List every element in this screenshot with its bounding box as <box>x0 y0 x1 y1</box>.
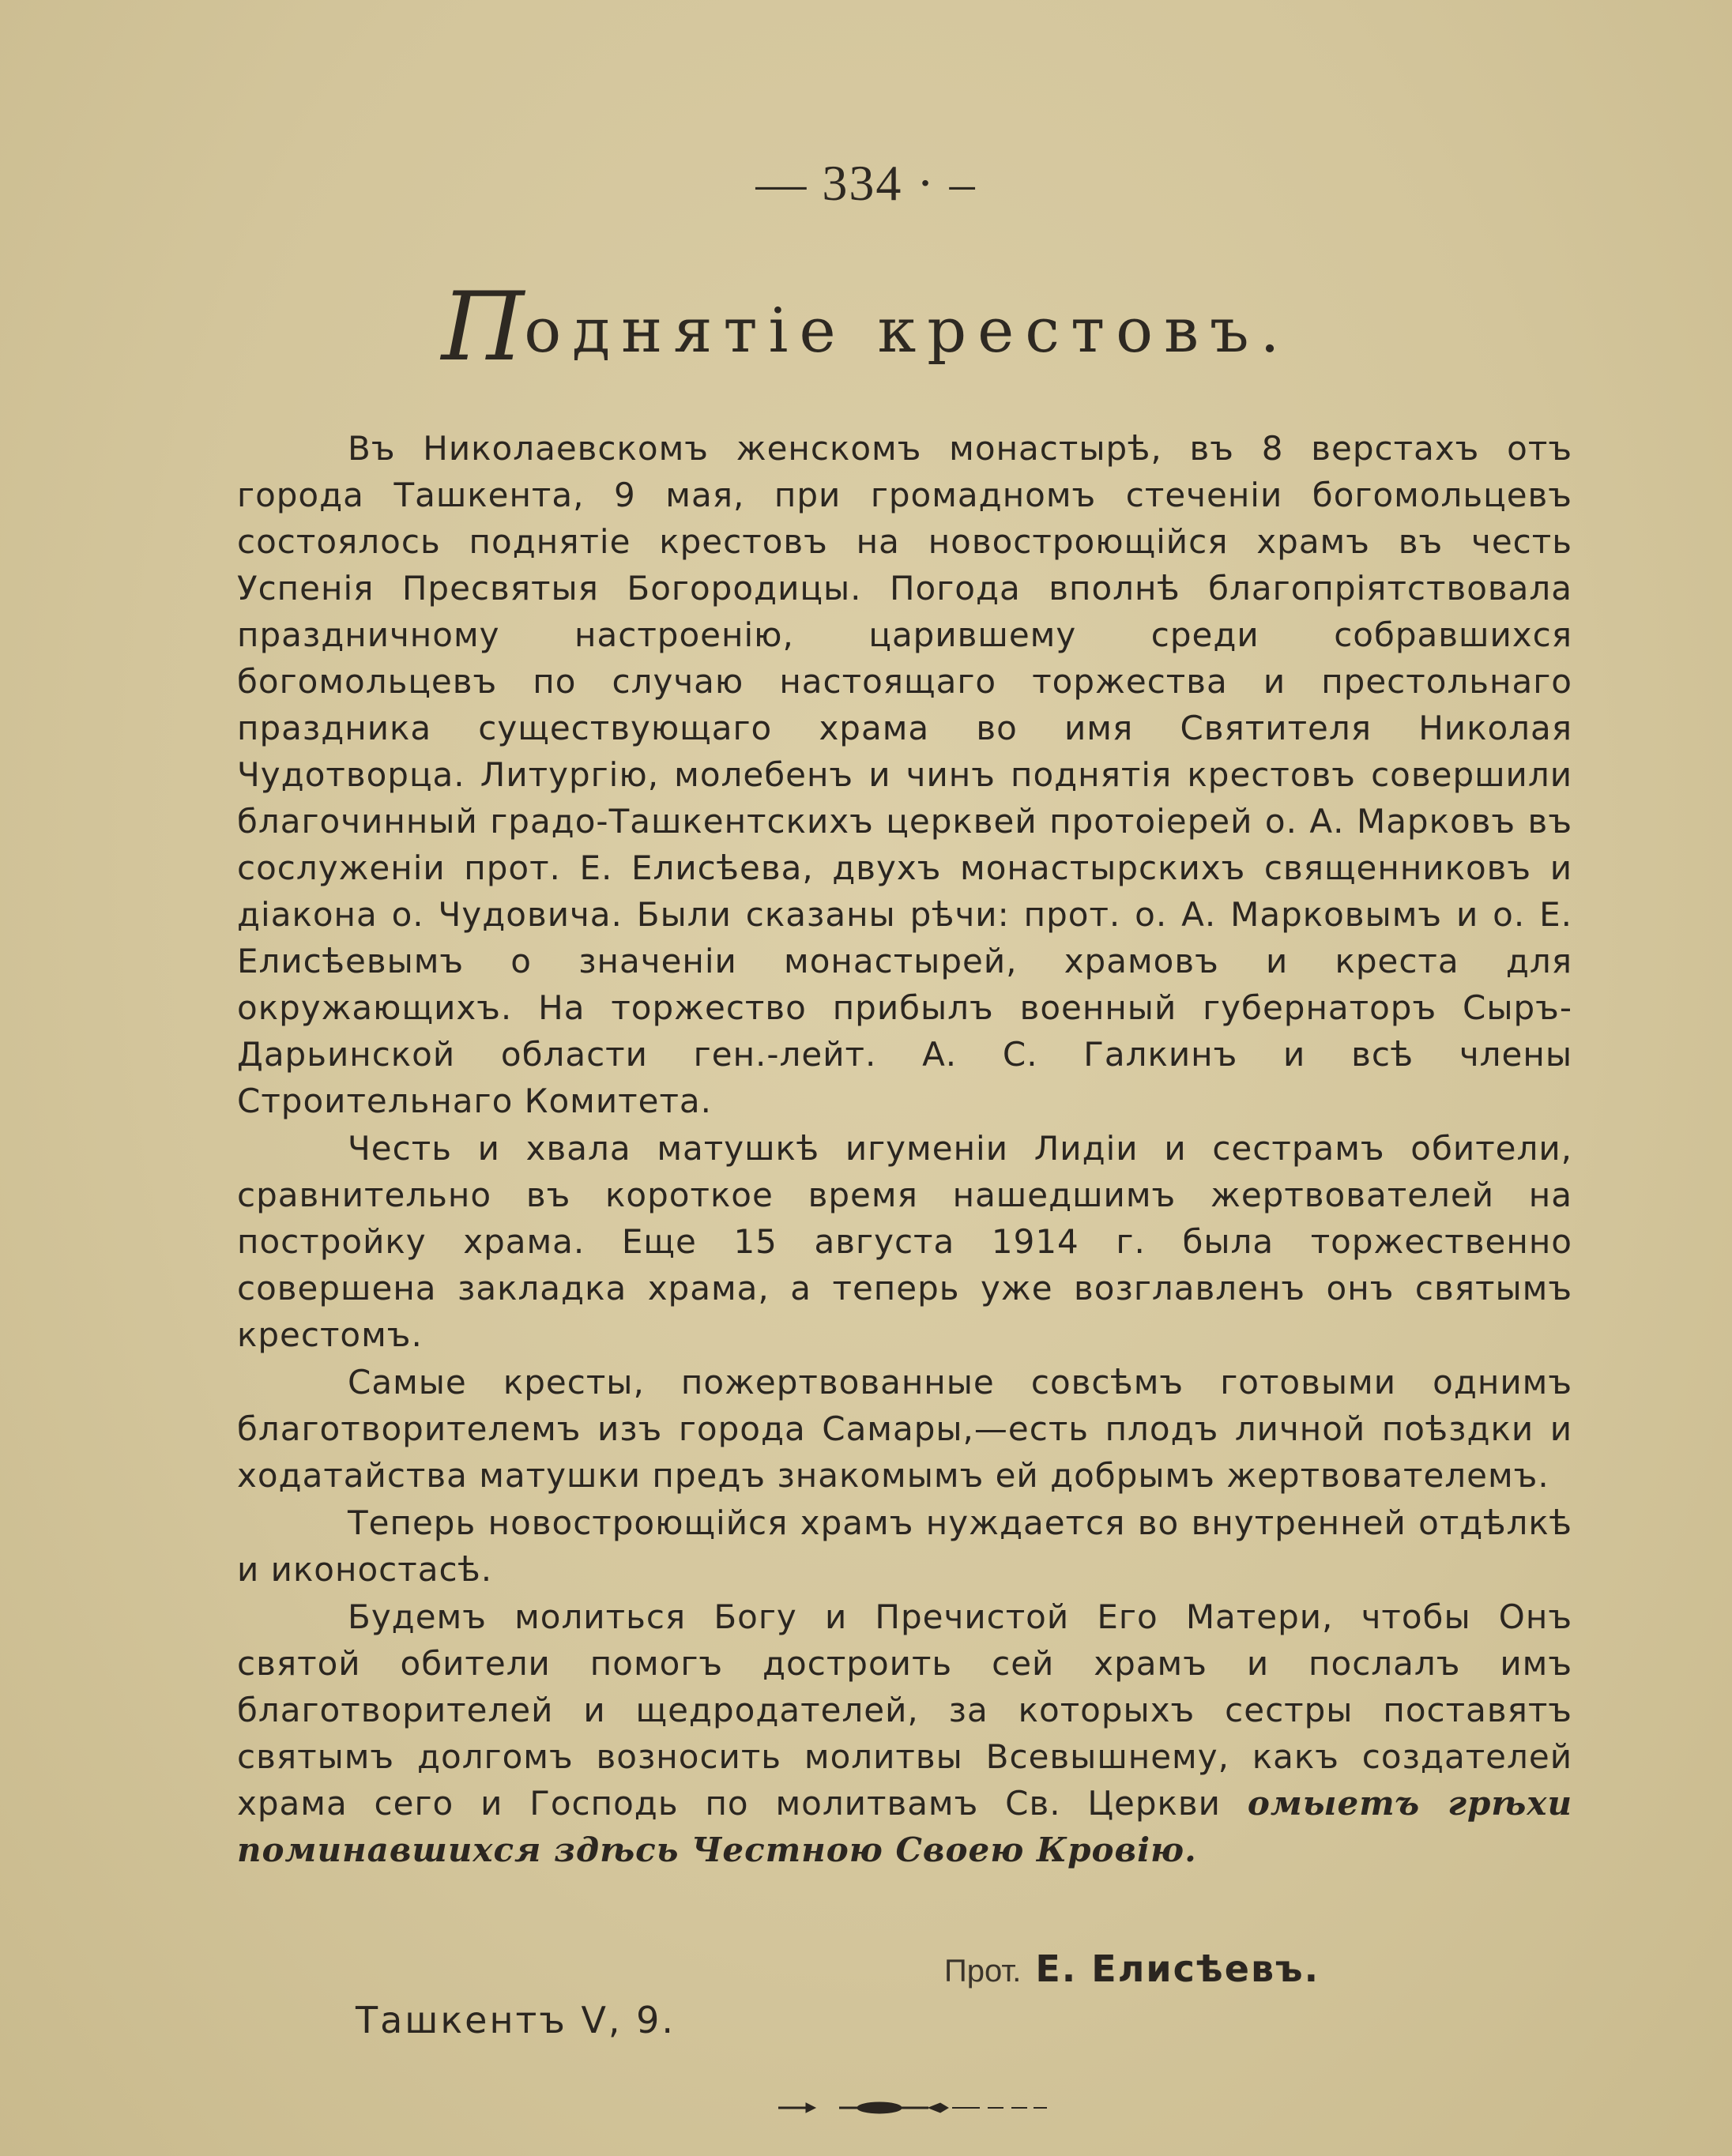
paragraph-1: Въ Николаевскомъ женскомъ монастырѣ, въ 8 верстахъ отъ города Ташкента, 9 мая, при громадномъ стеченіи богомольцевъ состоялось поднятіе крестовъ на новостроющійся храмъ въ честь Успенія Пресвятыя Богородицы. Погода вполнѣ благопріятствовала праздничному настроенію, царившему среди собравшихся богомольцевъ по случаю настоящаго торжества и престольнаго праздника существующаго храма во имя Святителя Николая Чудотворца. Литургію, молебенъ и чинъ поднятія крестовъ совершили благочинный градо-Ташкентскихъ церквей протоіерей о. А. Марковъ въ сослуженіи прот. Е. Елисѣева, двухъ монастырскихъ священниковъ и діакона о. Чудовича. Были сказаны рѣчи: прот. о. А. Марковымъ и о. Е. Елисѣевымъ о значеніи монастырей, храмовъ и креста для окружающихъ. На торжество прибылъ военный губернаторъ Сыръ-Дарьинской области ген.-лейт. А. С. Галкинъ и всѣ члены Строительнаго Комитета. <box>237 429 1572 1120</box>
signature <box>944 1947 1320 1990</box>
signature-prefix: Прот. <box>944 1954 1022 1989</box>
paragraph-4: Теперь новостроющійся храмъ нуждается во внутренней отдѣлкѣ и иконостасѣ. <box>237 1503 1572 1589</box>
place-date: Ташкентъ V, 9. <box>356 1999 676 2041</box>
signature-name: Е. Елисѣевъ. <box>1035 1947 1320 1990</box>
ornament-divider-icon <box>0 2096 1732 2120</box>
page-number: — 334 · – <box>755 155 977 211</box>
paragraph-5-text: Будемъ молиться Богу и Пречистой Его Матери, чтобы Онъ святой обители помогъ достроить сей храмъ и послалъ имъ благотворителей и щедродателей, за которыхъ сестры поставятъ святымъ долгомъ возносить молитвы Всевышнему, какъ создателей храма сего и Господь по молитвамъ Св. Церкви <box>237 1597 1572 1823</box>
paragraph-5-italic: омыетъ грѣхи поминавшихся здѣсь Честною Своею Кровію. <box>237 1784 1572 1869</box>
article-title <box>0 273 1732 382</box>
paragraph-5 <box>237 1593 1572 1873</box>
title-initial: П <box>441 273 525 382</box>
title-text: однятіе крестовъ. <box>524 295 1291 367</box>
paragraph-3: Самые кресты, пожертвованные совсѣмъ готовыми однимъ благотворителемъ изъ города Самары,—есть плодъ личной поѣздки и ходатайства матушки предъ знакомымъ ей добрымъ жертвователемъ. <box>237 1363 1572 1495</box>
article-body <box>237 425 1572 1874</box>
paragraph-2: Честь и хвала матушкѣ игуменіи Лидіи и сестрамъ обители, сравнительно въ короткое время нашедшимъ жертвователей на постройку храма. Еще 15 августа 1914 г. была торжественно совершена закладка храма, а теперь уже возглавленъ онъ святымъ крестомъ. <box>237 1129 1572 1354</box>
